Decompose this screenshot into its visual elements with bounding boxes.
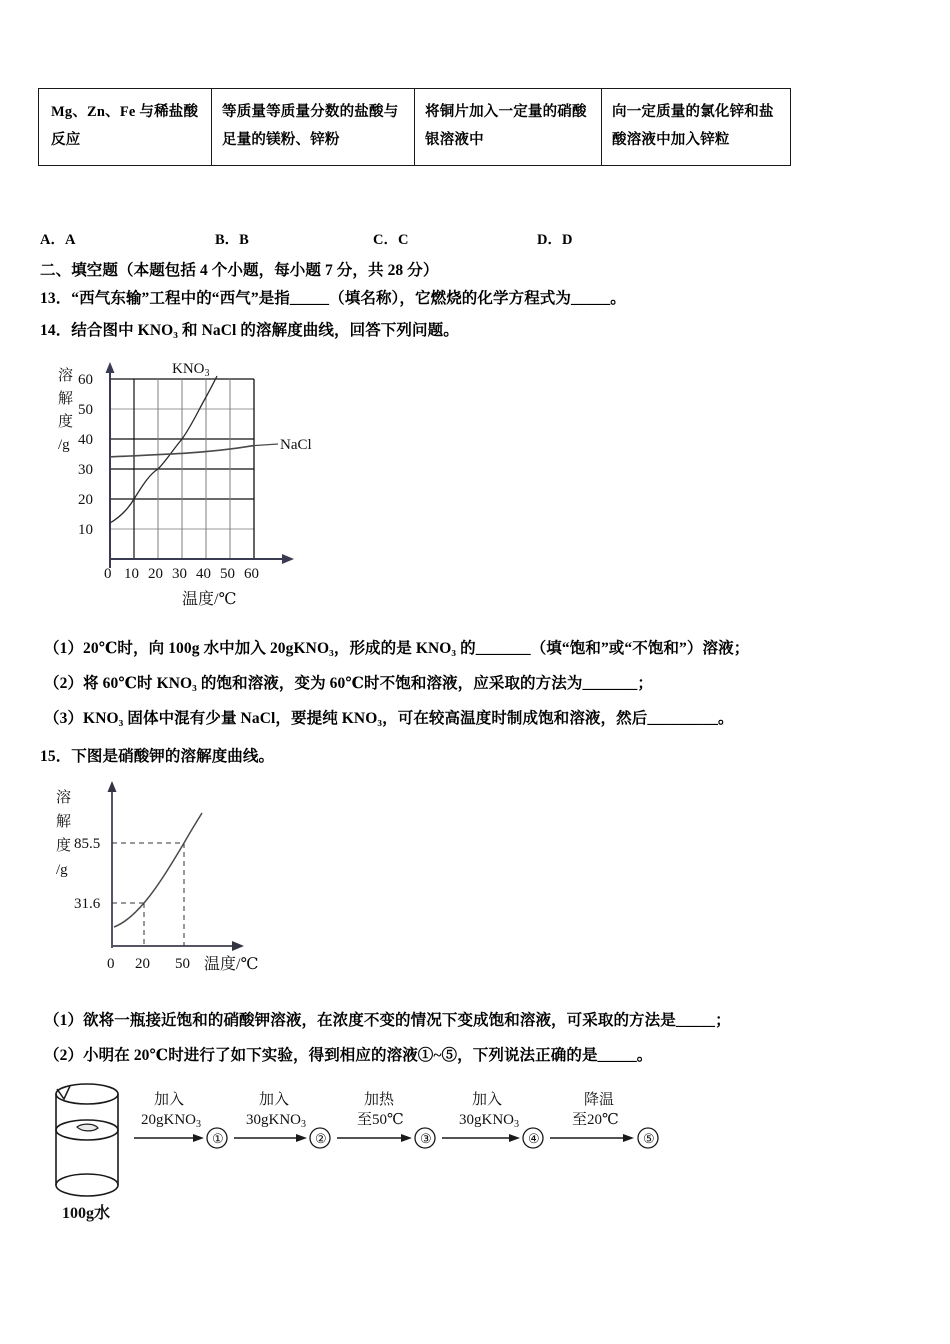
chart-svg xyxy=(42,356,342,611)
y-axis-label-char: 溶 xyxy=(58,368,74,384)
choice-c[interactable]: C．C xyxy=(373,232,409,248)
x-axis-arrow xyxy=(232,941,244,951)
x-tick-20: 20 xyxy=(135,956,150,972)
flow-arrow-head-4 xyxy=(509,1134,520,1142)
option-comparison-table xyxy=(38,88,791,166)
flow-node-3-label: ③ xyxy=(420,1131,432,1146)
flow-node-2-label: ② xyxy=(315,1131,327,1146)
question-14-stem: 14．结合图中 KNO₃ 和 NaCl 的溶解度曲线，回答下列问题。 xyxy=(40,322,459,339)
x-tick-0: 0 xyxy=(104,566,112,582)
y-axis-label-char: /g xyxy=(58,437,70,453)
flow-arrow-head-1 xyxy=(193,1134,204,1142)
x-tick-0: 0 xyxy=(107,956,115,972)
flow-step-5-bottom: 至20℃ xyxy=(572,1112,619,1128)
table-cell-c: 将铜片加入一定量的硝酸银溶液中 xyxy=(415,89,602,166)
question-15-part-1: （1）欲将一瓶接近饱和的硝酸钾溶液，在浓度不变的情况下变成饱和溶液，可采取的方法是_____； xyxy=(44,1012,731,1029)
solubility-chart-kno3-nacl xyxy=(42,356,342,616)
y-annotation-31-6: 31.6 xyxy=(74,896,101,912)
y-tick-40: 40 xyxy=(78,432,93,448)
flow-arrow-head-5 xyxy=(623,1134,634,1142)
y-axis-label-char: 度 xyxy=(56,838,72,854)
choice-a[interactable]: A．A xyxy=(40,232,76,248)
flow-step-1-bottom: 20gKNO$_3$ xyxy=(141,1112,201,1130)
series-label-nacl: NaCl xyxy=(280,437,312,453)
flow-step-1-top: 加入 xyxy=(154,1092,185,1108)
series-label-kno3: $KNO_3$ xyxy=(172,361,210,379)
flow-node-4-label: ④ xyxy=(528,1131,540,1146)
nacl-leader-line xyxy=(254,444,278,446)
flow-step-3-top: 加热 xyxy=(364,1092,395,1108)
flow-node-1-label: ① xyxy=(212,1131,224,1146)
x-axis-arrow xyxy=(282,554,294,564)
x-tick-60: 60 xyxy=(244,566,259,582)
table-row xyxy=(39,89,791,166)
question-13: 13．“西气东输”工程中的“西气”是指_____（填名称），它燃烧的化学方程式为_____。 xyxy=(40,290,626,307)
x-tick-10: 10 xyxy=(124,566,139,582)
y-axis-label-char: /g xyxy=(56,862,68,878)
question-15-stem: 15．下图是硝酸钾的溶解度曲线。 xyxy=(40,748,275,765)
y-annotation-85-5: 85.5 xyxy=(74,836,101,852)
y-axis-arrow xyxy=(108,781,117,792)
chart-svg xyxy=(52,778,312,983)
beaker-icon xyxy=(56,1084,118,1196)
flow-svg xyxy=(44,1082,724,1222)
x-tick-20: 20 xyxy=(148,566,163,582)
y-axis-label-char: 度 xyxy=(58,414,74,430)
beaker-label: 100g水 xyxy=(62,1205,111,1222)
x-tick-50: 50 xyxy=(220,566,235,582)
flow-step-2-bottom: 30gKNO$_3$ xyxy=(246,1112,306,1130)
question-15-part-2: （2）小明在 20℃时进行了如下实验，得到相应的溶液①~⑤，下列说法正确的是_____。 xyxy=(44,1047,653,1064)
y-axis-arrow xyxy=(106,362,115,373)
x-axis-title: 温度/℃ xyxy=(182,591,237,608)
section-heading: 二、填空题（本题包括 4 个小题，每小题 7 分，共 28 分） xyxy=(40,262,439,279)
flow-arrow-head-3 xyxy=(401,1134,412,1142)
table-cell-d: 向一定质量的氯化锌和盐酸溶液中加入锌粒 xyxy=(602,89,791,166)
experiment-flow-diagram xyxy=(44,1082,724,1227)
answer-choices xyxy=(40,228,740,248)
flow-step-5-top: 降温 xyxy=(584,1092,615,1108)
flow-step-3-bottom: 至50℃ xyxy=(357,1112,404,1128)
y-axis-label-char: 解 xyxy=(56,814,72,830)
flow-arrow-head-2 xyxy=(296,1134,307,1142)
x-tick-30: 30 xyxy=(172,566,187,582)
question-14-part-2: （2）将 60℃时 KNO₃ 的饱和溶液，变为 60℃时不饱和溶液，应采取的方法为_______； xyxy=(44,675,654,692)
choice-b[interactable]: B．B xyxy=(215,232,249,248)
solubility-chart-kno3 xyxy=(52,778,312,988)
y-tick-60: 60 xyxy=(78,372,93,388)
choice-d[interactable]: D．D xyxy=(537,232,573,248)
question-14-part-1: （1）20℃时，向 100g 水中加入 20gKNO₃，形成的是 KNO₃ 的_______（填“饱和”或“不饱和”）溶液； xyxy=(44,640,750,657)
y-tick-20: 20 xyxy=(78,492,93,508)
question-14-part-3: （3）KNO₃ 固体中混有少量 NaCl，要提纯 KNO₃，可在较高温度时制成饱和溶液，然后_________。 xyxy=(44,710,734,727)
flow-step-4-top: 加入 xyxy=(472,1092,503,1108)
x-axis-title: 温度/℃ xyxy=(204,956,259,973)
table-cell-b: 等质量等质量分数的盐酸与足量的镁粉、锌粉 xyxy=(212,89,415,166)
y-axis-label-char: 溶 xyxy=(56,790,72,806)
curve-kno3 xyxy=(114,813,202,927)
curve-kno3 xyxy=(110,376,217,523)
y-axis-label-char: 解 xyxy=(58,391,74,407)
x-tick-50: 50 xyxy=(175,956,190,972)
y-tick-50: 50 xyxy=(78,402,93,418)
y-tick-30: 30 xyxy=(78,462,93,478)
flow-step-2-top: 加入 xyxy=(259,1092,290,1108)
y-tick-10: 10 xyxy=(78,522,93,538)
x-tick-40: 40 xyxy=(196,566,211,582)
table-cell-a: Mg、Zn、Fe 与稀盐酸反应 xyxy=(39,89,212,166)
flow-step-4-bottom: 30gKNO$_3$ xyxy=(459,1112,519,1130)
flow-node-5-label: ⑤ xyxy=(643,1131,655,1146)
